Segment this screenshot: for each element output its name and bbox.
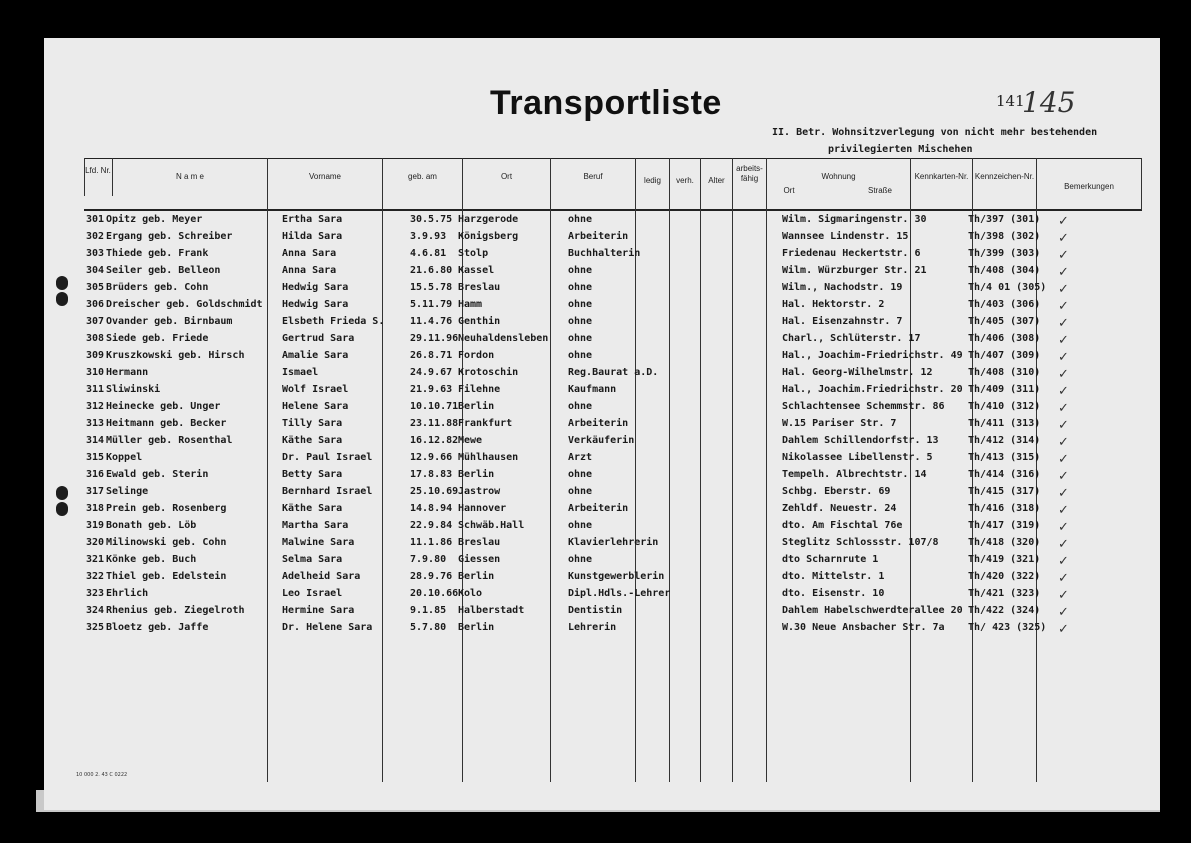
table-row: 324 Rhenius geb. Ziegelroth Hermine Sara 9.1.85 Halberstadt Dentistin Dahlem Habelschwerdterallee 20 Th/422 (324) ✓ xyxy=(86,605,1069,620)
checkmark-icon: ✓ xyxy=(1058,588,1069,603)
checkmark-icon: ✓ xyxy=(1058,520,1069,535)
header-vorname: Vorname xyxy=(308,172,342,181)
checkmark-icon: ✓ xyxy=(1058,248,1069,263)
header-wohnung-ort: Ort xyxy=(783,186,795,195)
checkmark-icon: ✓ xyxy=(1058,571,1069,586)
header-top-line xyxy=(84,158,1142,159)
punch-hole xyxy=(56,292,68,306)
header-arbeitsfaehig: arbeits-fähig xyxy=(736,164,763,183)
table-row: 311 Sliwinski Wolf Israel 21.9.63 Filehne Kaufmann Hal., Joachim.Friedrichstr. 20 Th/409 (311) ✓ xyxy=(86,384,1069,399)
col-divider xyxy=(84,158,85,196)
checkmark-icon: ✓ xyxy=(1058,537,1069,552)
checkmark-icon: ✓ xyxy=(1058,333,1069,348)
checkmark-icon: ✓ xyxy=(1058,435,1069,450)
header-lfd-nr: Lfd. Nr. xyxy=(85,166,111,175)
table-row: 305 Brüders geb. Cohn Hedwig Sara 15.5.78 Breslau ohne Wilm., Nachodstr. 19 Th/4 01 (305) ✓ xyxy=(86,282,1069,297)
checkmark-icon: ✓ xyxy=(1058,384,1069,399)
checkmark-icon: ✓ xyxy=(1058,231,1069,246)
checkmark-icon: ✓ xyxy=(1058,486,1069,501)
checkmark-icon: ✓ xyxy=(1058,265,1069,280)
table-row: 320 Milinowski geb. Cohn Malwine Sara 11.1.86 Breslau Klavierlehrerin Steglitz Schlossstr. 107/8 Th/418 (320) ✓ xyxy=(86,537,1069,552)
header-name: N a m e xyxy=(175,172,204,181)
table-row: 315 Koppel Dr. Paul Israel 12.9.66 Mühlhausen Arzt Nikolassee Libellenstr. 5 Th/413 (315) ✓ xyxy=(86,452,1069,467)
table-row: 316 Ewald geb. Sterin Betty Sara 17.8.83 Berlin ohne Tempelh. Albrechtstr. 14 Th/414 (316) ✓ xyxy=(86,469,1069,484)
checkmark-icon: ✓ xyxy=(1058,350,1069,365)
table-row: 317 Selinge Bernhard Israel 25.10.69 Jastrow ohne Schbg. Eberstr. 69 Th/415 (317) ✓ xyxy=(86,486,1069,501)
subtitle-line-2: privilegierten Mischehen xyxy=(828,144,973,155)
checkmark-icon: ✓ xyxy=(1058,452,1069,467)
punch-hole xyxy=(56,486,68,500)
checkmark-icon: ✓ xyxy=(1058,299,1069,314)
header-kennzeichen: Kennzeichen-Nr. xyxy=(974,172,1035,181)
table-row: 314 Müller geb. Rosenthal Käthe Sara 16.12.82 Mewe Verkäuferin Dahlem Schillendorfstr. 13 Th/412 (314) ✓ xyxy=(86,435,1069,450)
checkmark-icon: ✓ xyxy=(1058,605,1069,620)
header-geb-am: geb. am xyxy=(408,172,437,181)
subtitle-line-1: II. Betr. Wohnsitzverlegung von nicht mehr bestehenden xyxy=(772,127,1098,138)
table-row: 302 Ergang geb. Schreiber Hilda Sara 3.9.93 Königsberg Arbeiterin Wannsee Lindenstr. 15 Th/398 (302) ✓ xyxy=(86,231,1069,246)
table-row: 306 Dreischer geb. Goldschmidt Hedwig Sara 5.11.79 Hamm ohne Hal. Hektorstr. 2 Th/403 (306) ✓ xyxy=(86,299,1069,314)
page-number: 141 xyxy=(996,92,1025,110)
table-row: 301 Opitz geb. Meyer Ertha Sara 30.5.75 Harzgerode ohne Wilm. Sigmaringenstr. 30 Th/397 (301) ✓ xyxy=(86,214,1069,229)
col-divider xyxy=(1141,158,1142,210)
table-row: 321 Könke geb. Buch Selma Sara 7.9.80 Giessen ohne dto Scharnrute 1 Th/419 (321) ✓ xyxy=(86,554,1069,569)
header-ledig: ledig xyxy=(644,176,661,185)
checkmark-icon: ✓ xyxy=(1058,622,1069,637)
handwritten-page-number: 145 xyxy=(1022,86,1076,119)
checkmark-icon: ✓ xyxy=(1058,367,1069,382)
transport-table xyxy=(84,158,1142,798)
page-title: Transportliste xyxy=(490,84,722,122)
table-row: 325 Bloetz geb. Jaffe Dr. Helene Sara 5.7.80 Berlin Lehrerin W.30 Neue Ansbacher Str. 7a Th/ 423 (325) ✓ xyxy=(86,622,1069,637)
header-beruf: Beruf xyxy=(583,172,603,181)
checkmark-icon: ✓ xyxy=(1058,401,1069,416)
checkmark-icon: ✓ xyxy=(1058,418,1069,433)
table-row: 308 Siede geb. Friede Gertrud Sara 29.11.96 Neuhaldensleben ohne Charl., Schlüterstr. 17 Th/406 (308) ✓ xyxy=(86,333,1069,348)
checkmark-icon: ✓ xyxy=(1058,469,1069,484)
punch-hole xyxy=(56,276,68,290)
table-row: 304 Seiler geb. Belleon Anna Sara 21.6.80 Kassel ohne Wilm. Würzburger Str. 21 Th/408 (304) ✓ xyxy=(86,265,1069,280)
print-code: 10 000 2. 43 C 0222 xyxy=(76,772,128,778)
checkmark-icon: ✓ xyxy=(1058,554,1069,569)
header-wohnung: Wohnung xyxy=(821,172,856,181)
header-kennkarten: Kennkarten-Nr. xyxy=(914,172,969,181)
checkmark-icon: ✓ xyxy=(1058,214,1069,229)
checkmark-icon: ✓ xyxy=(1058,503,1069,518)
table-row: 303 Thiede geb. Frank Anna Sara 4.6.81 Stolp Buchhalterin Friedenau Heckertstr. 6 Th/399 (303) ✓ xyxy=(86,248,1069,263)
checkmark-icon: ✓ xyxy=(1058,282,1069,297)
table-row: 307 Ovander geb. Birnbaum Elsbeth Frieda S. 11.4.76 Genthin ohne Hal. Eisenzahnstr. 7 Th/405 (307) ✓ xyxy=(86,316,1069,331)
table-row: 309 Kruszkowski geb. Hirsch Amalie Sara 26.8.71 Fordon ohne Hal., Joachim-Friedrichstr. 49 Th/407 (309) ✓ xyxy=(86,350,1069,365)
header-wohnung-strasse: Straße xyxy=(867,186,892,195)
checkmark-icon: ✓ xyxy=(1058,316,1069,331)
table-row: 313 Heitmann geb. Becker Tilly Sara 23.11.88 Frankfurt Arbeiterin W.15 Pariser Str. 7 Th/411 (313) ✓ xyxy=(86,418,1069,433)
header-alter: Alter xyxy=(708,176,725,185)
table-row: 318 Prein geb. Rosenberg Käthe Sara 14.8.94 Hannover Arbeiterin Zehldf. Neuestr. 24 Th/416 (318) ✓ xyxy=(86,503,1069,518)
table-row: 312 Heinecke geb. Unger Helene Sara 10.10.71 Berlin ohne Schlachtensee Schemmstr. 86 Th/410 (312) ✓ xyxy=(86,401,1069,416)
table-row: 323 Ehrlich Leo Israel 20.10.66 Kolo Dipl.Hdls.-Lehrer dto. Eisenstr. 10 Th/421 (323) ✓ xyxy=(86,588,1069,603)
table-row: 310 Hermann Ismael 24.9.67 Krotoschin Reg.Baurat a.D. Hal. Georg-Wilhelmstr. 12 Th/408 (310) ✓ xyxy=(86,367,1069,382)
header-bemerkungen: Bemerkungen xyxy=(1064,182,1114,191)
punch-hole xyxy=(56,502,68,516)
header-ort: Ort xyxy=(500,172,513,181)
table-row: 322 Thiel geb. Edelstein Adelheid Sara 28.9.76 Berlin Kunstgewerblerin dto. Mittelstr. 1 Th/420 (322) ✓ xyxy=(86,571,1069,586)
header-verh: verh. xyxy=(676,176,694,185)
table-row: 319 Bonath geb. Löb Martha Sara 22.9.84 Schwäb.Hall ohne dto. Am Fischtal 76e Th/417 (319) ✓ xyxy=(86,520,1069,535)
